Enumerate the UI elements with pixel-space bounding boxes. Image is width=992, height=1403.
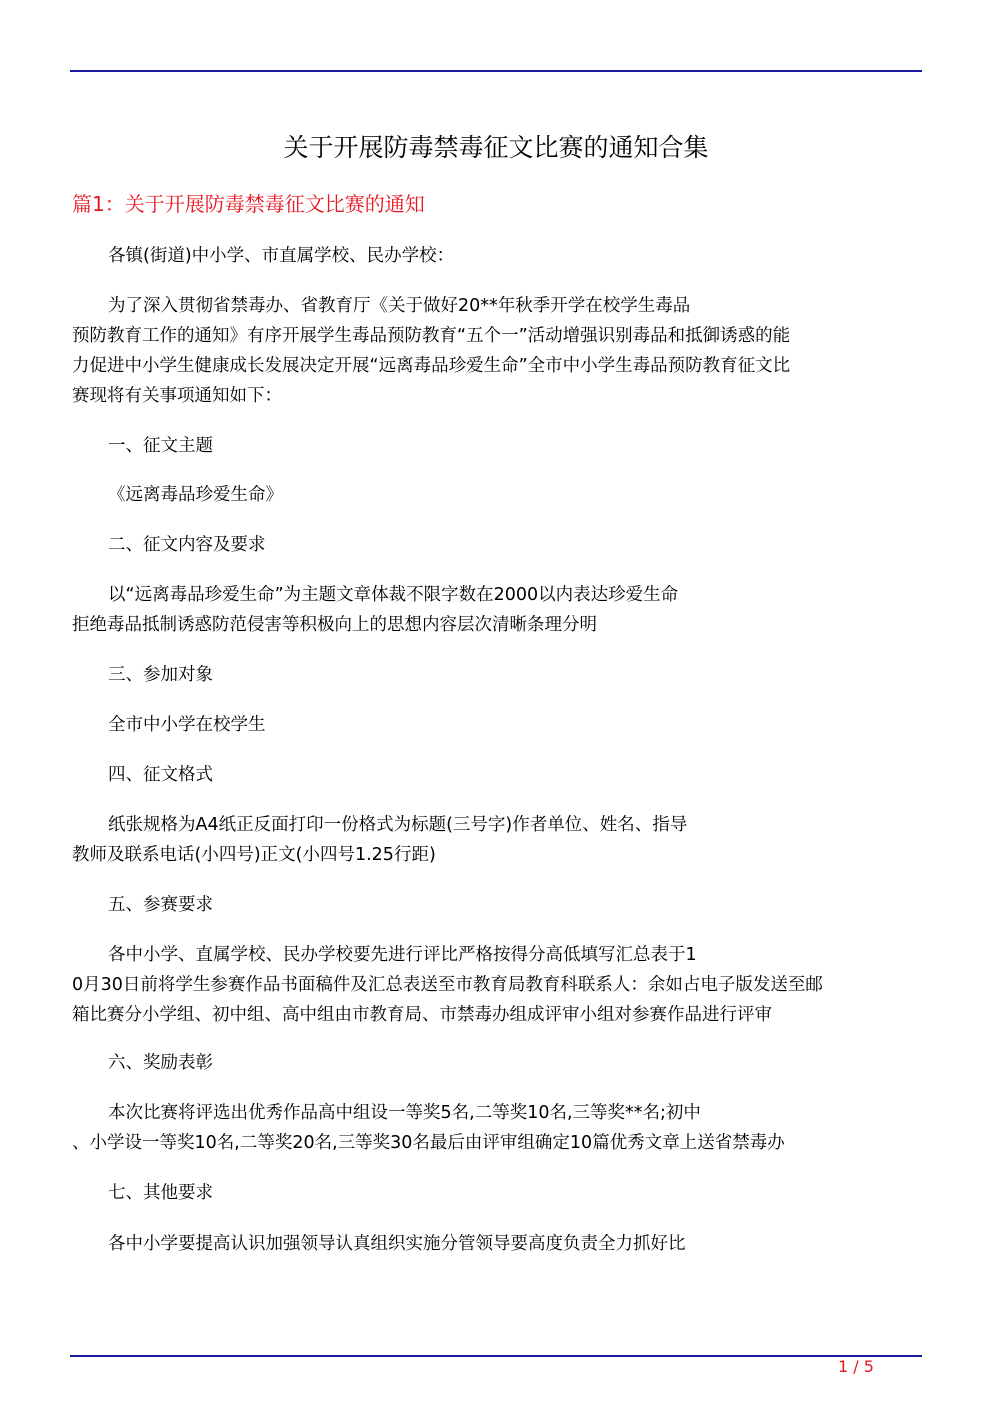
paragraph-line: 拒绝毒品抵制诱惑防范侵害等积极向上的思想内容层次清晰条理分明 [72, 615, 597, 635]
paragraph-line: 七、其他要求 [108, 1183, 213, 1203]
paragraph-line: 一、征文主题 [108, 436, 213, 456]
paragraph [72, 1178, 932, 1208]
paragraph [72, 530, 932, 560]
header-rule [70, 70, 922, 72]
section-heading: 篇1：关于开展防毒禁毒征文比赛的通知 [72, 192, 425, 216]
paragraph-line: 赛现将有关事项通知如下： [72, 386, 282, 406]
paragraph [72, 1048, 932, 1078]
paragraph-line: 、小学设一等奖10名,二等奖20名,三等奖30名最后由评审组确定10篇优秀文章上送省禁毒办 [72, 1133, 785, 1153]
paragraph-line: 以“远离毒品珍爱生命”为主题文章体裁不限字数在2000以内表达珍爱生命 [108, 585, 679, 605]
paragraph [72, 760, 932, 790]
page-number: 1 / 5 [838, 1357, 874, 1376]
paragraph-line: 教师及联系电话(小四号)正文(小四号1.25行距) [72, 845, 436, 865]
paragraph [72, 431, 932, 461]
paragraph-line: 五、参赛要求 [108, 895, 213, 915]
paragraph-line: 力促进中小学生健康成长发展决定开展“远离毒品珍爱生命”全市中小学生毒品预防教育征文比 [72, 356, 791, 376]
paragraph [72, 940, 932, 1030]
paragraph-line: 箱比赛分小学组、初中组、高中组由市教育局、市禁毒办组成评审小组对参赛作品进行评审 [72, 1005, 772, 1025]
paragraph-line: 各中小学、直属学校、民办学校要先进行评比严格按得分高低填写汇总表于1 [108, 945, 697, 965]
paragraph-line: 本次比赛将评选出优秀作品高中组设一等奖5名,二等奖10名,三等奖**名;初中 [108, 1103, 701, 1123]
paragraph-line: 纸张规格为A4纸正反面打印一份格式为标题(三号字)作者单位、姓名、指导 [108, 815, 688, 835]
paragraph [72, 890, 932, 920]
document-title: 关于开展防毒禁毒征文比赛的通知合集 [283, 133, 709, 162]
paragraph [72, 480, 932, 510]
paragraph-line: 为了深入贯彻省禁毒办、省教育厅《关于做好20**年秋季开学在校学生毒品 [108, 296, 691, 316]
paragraph [72, 660, 932, 690]
paragraph-line: 0月30日前将学生参赛作品书面稿件及汇总表送至市教育局教育科联系人：余如占电子版发送至邮 [72, 975, 823, 995]
paragraph [72, 291, 932, 411]
paragraph-line: 三、参加对象 [108, 665, 213, 685]
paragraph [72, 241, 932, 271]
paragraph-line: 二、征文内容及要求 [108, 535, 266, 555]
paragraph [72, 810, 932, 870]
paragraph-line: 六、奖励表彰 [108, 1053, 213, 1073]
paragraph [72, 1098, 932, 1158]
paragraph [72, 1229, 932, 1259]
paragraph-line: 各中小学要提高认识加强领导认真组织实施分管领导要高度负责全力抓好比 [108, 1234, 686, 1254]
paragraph [72, 580, 932, 640]
footer-rule [70, 1355, 922, 1357]
paragraph [72, 710, 932, 740]
paragraph-line: 《远离毒品珍爱生命》 [108, 485, 283, 505]
paragraph-line: 四、征文格式 [108, 765, 213, 785]
paragraph-line: 预防教育工作的通知》有序开展学生毒品预防教育“五个一”活动增强识别毒品和抵御诱惑的能 [72, 326, 791, 346]
paragraph-line: 全市中小学在校学生 [108, 715, 266, 735]
paragraph-line: 各镇(街道)中小学、市直属学校、民办学校： [108, 246, 455, 266]
